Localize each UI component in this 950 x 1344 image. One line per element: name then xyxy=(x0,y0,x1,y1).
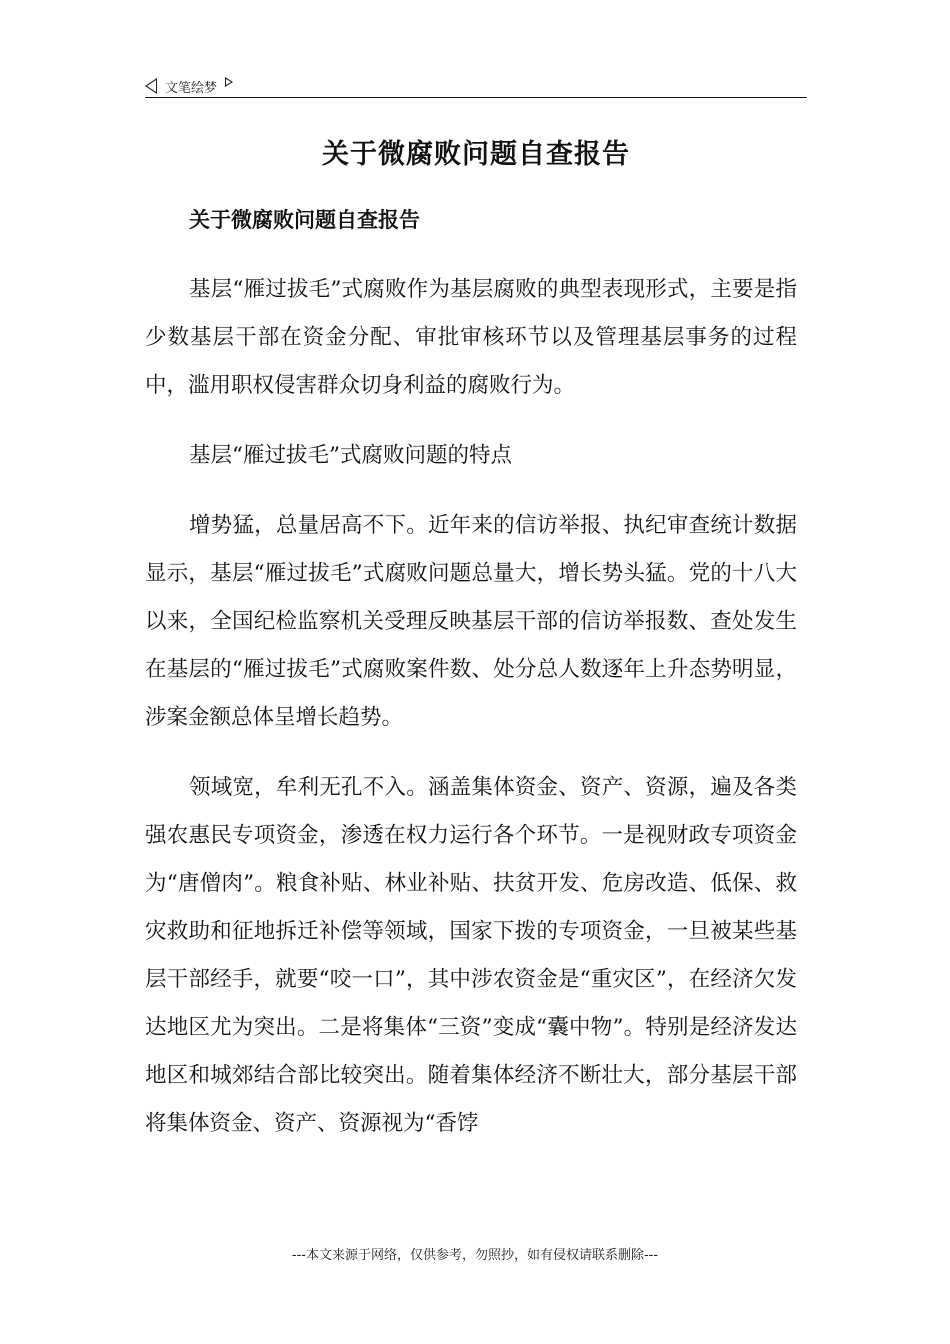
document-title: 关于微腐败问题自查报告 xyxy=(322,139,630,170)
paragraph-2: 基层“雁过拔毛”式腐败问题的特点 xyxy=(189,443,512,468)
paragraph-1: 基层“雁过拔毛”式腐败作为基层腐败的典型表现形式，主要是指少数基层干部在资金分配、审批审核环节以及管理基层事务的过程中，滥用职权侵害群众切身利益的腐败行为。 xyxy=(145,277,797,398)
document-body xyxy=(145,266,797,1170)
page-header xyxy=(145,74,807,98)
header-brand: 文笔绘梦 xyxy=(165,80,218,96)
paragraph-4: 领域宽，牟利无孔不入。涵盖集体资金、资产、资源，遍及各类强农惠民专项资金，渗透在权力运行各个环节。一是视财政专项资金为“唐僧肉”。粮食补贴、林业补贴、扶贫开发、危房改造、低保、救灾救助和征地拆迁补偿等领域，国家下拨的专项资金，一旦被某些基层干部经手，就要“咬一口”，其中涉农资金是“重灾区”，在经济欠发达地区尤为突出。二是将集体“三资”变成“囊中物”。特别是经济发达地区和城郊结合部比较突出。随着集体经济不断壮大，部分基层干部将集体资金、资产、资源视为“香饽 xyxy=(145,775,798,1136)
page-footer-notice: ---本文来源于网络，仅供参考，勿照抄，如有侵权请联系删除--- xyxy=(291,1248,659,1263)
triangle-left-icon xyxy=(145,78,157,94)
document-subtitle: 关于微腐败问题自查报告 xyxy=(189,207,420,232)
header-divider xyxy=(145,97,807,98)
triangle-right-icon xyxy=(225,77,233,87)
paragraph-3: 增势猛，总量居高不下。近年来的信访举报、执纪审查统计数据显示，基层“雁过拔毛”式腐败问题总量大，增长势头猛。党的十八大以来，全国纪检监察机关受理反映基层干部的信访举报数、查处发生在基层的“雁过拔毛”式腐败案件数、处分总人数逐年上升态势明显，涉案金额总体呈增长趋势。 xyxy=(145,513,797,730)
